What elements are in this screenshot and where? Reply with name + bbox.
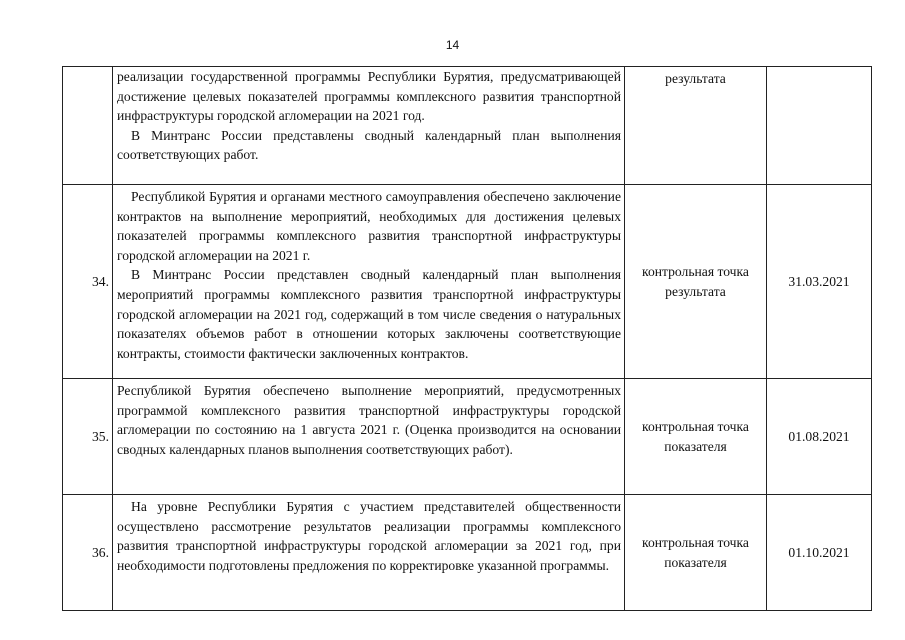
description-paragraph: В Минтранс России представлены сводный календарный план выполнения соответствующих работ. <box>117 127 621 163</box>
control-points-table <box>62 66 872 611</box>
row-number: 34. <box>63 185 113 379</box>
row-type: результата <box>625 67 767 185</box>
row-date: 01.10.2021 <box>767 495 872 611</box>
row-description <box>113 67 625 185</box>
row-number <box>63 67 113 185</box>
row-type: контрольная точка результата <box>625 185 767 379</box>
row-description <box>113 379 625 495</box>
row-number: 35. <box>63 379 113 495</box>
row-type: контрольная точка показателя <box>625 379 767 495</box>
table-row <box>63 379 872 495</box>
row-date: 01.08.2021 <box>767 379 872 495</box>
table-row <box>63 185 872 379</box>
description-paragraph: На уровне Республики Бурятия с участием представителей общественности осуществлено рассмотрение результатов реализации программы комплексного развития транспортной инфраструктуры городской агломерации за 2021 год, при необходимости подготовлены предложения по корректировке указанной программы. <box>117 499 621 573</box>
row-description <box>113 495 625 611</box>
row-date: 31.03.2021 <box>767 185 872 379</box>
table-row <box>63 67 872 185</box>
description-paragraph: реализации государственной программы Республики Бурятия, предусматривающей достижение целевых показателей программы комплексного развития транспортной инфраструктуры городской агломерации на 2021 год. <box>117 69 621 124</box>
row-description <box>113 185 625 379</box>
description-paragraph: Республикой Бурятия обеспечено выполнение мероприятий, предусмотренных программой комплексного развития транспортной инфраструктуры городской агломерации по состоянию на 1 августа 2021 г. (Оценка производится на основании сводных календарных планов выполнения соответствующих работ). <box>117 383 621 457</box>
description-paragraph: В Минтранс России представлен сводный календарный план выполнения мероприятий программы комплексного развития транспортной инфраструктуры городской агломерации на 2021 год, содержащий в том числе сведения о натуральных показателях объемов работ в отношении которых заключены соответствующие контракты, стоимости фактически заключенных контрактов. <box>117 267 621 361</box>
row-type: контрольная точка показателя <box>625 495 767 611</box>
description-paragraph: Республикой Бурятия и органами местного самоуправления обеспечено заключение контрактов на выполнение мероприятий, необходимых для достижения целевых показателей программы комплексного развития транспортной инфраструктуры городской агломерации на 2021 г. <box>117 189 621 263</box>
row-date <box>767 67 872 185</box>
page-number: 14 <box>445 38 460 52</box>
row-number: 36. <box>63 495 113 611</box>
table-row <box>63 495 872 611</box>
